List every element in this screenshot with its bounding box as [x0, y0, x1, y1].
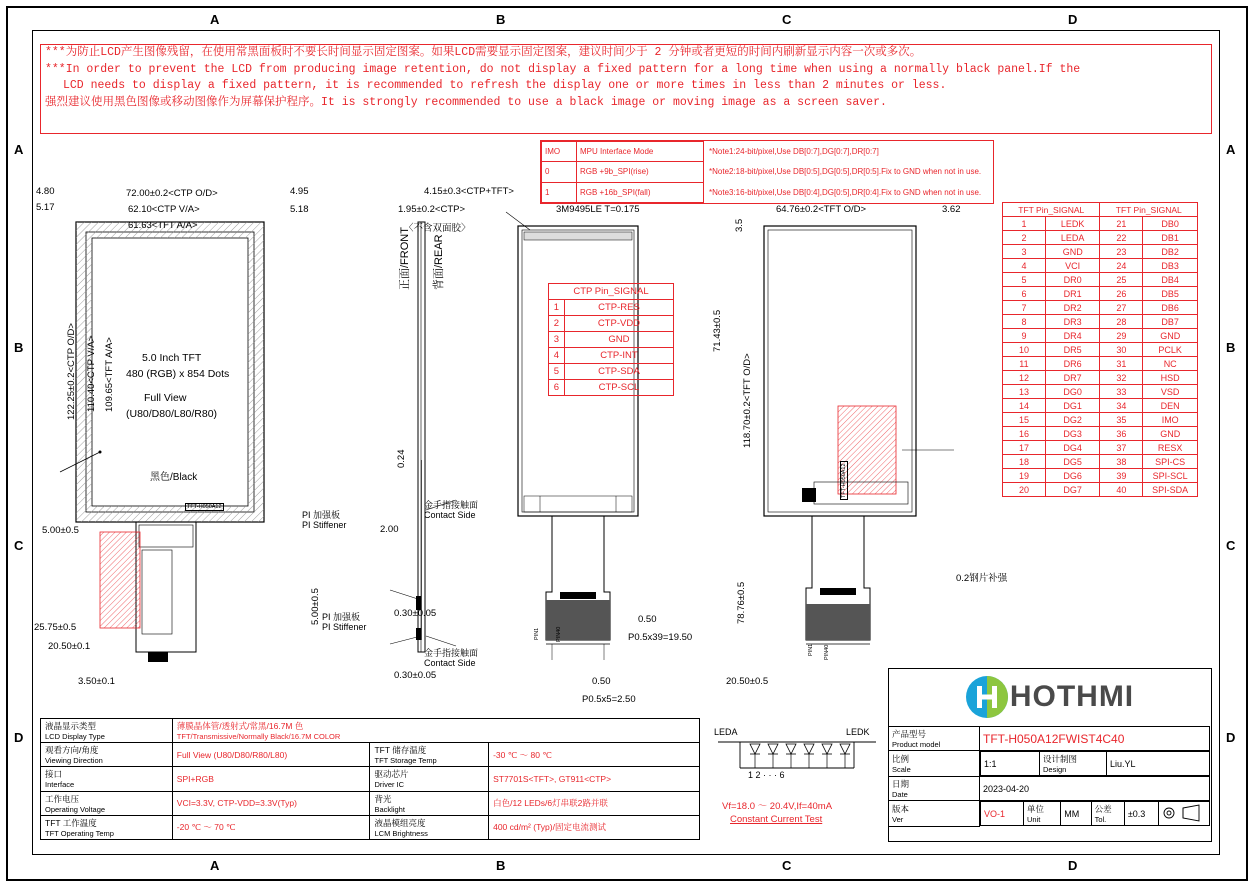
- zone-right-b: B: [1226, 340, 1236, 355]
- pi-stiffener-note-cn-1: PI 加强板: [302, 510, 341, 520]
- tft-pin-table: [1002, 202, 1198, 662]
- table-row: [1003, 371, 1198, 385]
- model-label-en: Product model: [892, 740, 941, 749]
- front-dim-2575: 25.75±0.5: [34, 622, 77, 633]
- table-row: [1003, 287, 1198, 301]
- tft-r15-rsig: GND: [1143, 427, 1198, 441]
- tft-table-header-left: TFT Pin_SIGNAL: [1003, 203, 1100, 217]
- tft-r10-lno: 11: [1003, 357, 1046, 371]
- tft-r13-rno: 34: [1100, 399, 1143, 413]
- warning-line-3: LCD needs to display a fixed pattern, it is recommended to refresh the display one or more times in less than 2 minutes or less.: [63, 79, 947, 93]
- spec-value2-1: -30 ℃ ～ 80 ℃: [493, 749, 552, 760]
- rear-tape-note: 3M9495LE T=0.175: [556, 204, 640, 215]
- back-pin1-label: PIN1: [808, 643, 814, 656]
- black-note: 黑色/Black: [150, 472, 198, 483]
- spec-value-3: VCI=3.3V, CTP-VDD=3.3V(Typ): [176, 798, 297, 809]
- tft-r8-rsig: GND: [1143, 329, 1198, 343]
- panel-resolution: 480 (RGB) x 854 Dots: [126, 368, 230, 380]
- ver-label-cn: 版本: [892, 803, 910, 814]
- unit-value: MM: [1061, 802, 1091, 826]
- spec-label2-cn-1: TFT 储存温度: [374, 745, 427, 756]
- back-dim-35: 3.5: [734, 218, 745, 232]
- contact-side-cn-2: 金手指接触面: [424, 648, 479, 658]
- zone-left-b: B: [14, 340, 24, 355]
- table-row: [1003, 301, 1198, 315]
- imo-header-mode: MPU Interface Mode: [577, 142, 704, 162]
- ctp-row-4-signal: CTP-SDA: [564, 364, 673, 380]
- back-dim-tft-od-w: 64.76±0.2<TFT O/D>: [776, 204, 867, 215]
- tft-r14-lno: 15: [1003, 413, 1046, 427]
- steel-reinforce-note: 0.2钢片补强: [956, 573, 1008, 584]
- zone-bottom-d: D: [1068, 858, 1078, 873]
- table-row: [41, 743, 700, 767]
- spec-value2-3: 白色/12 LEDs/6灯串联2路并联: [493, 798, 608, 809]
- tft-r17-lsig: DG5: [1045, 455, 1100, 469]
- spec-label-cn-1: 观看方向/角度: [45, 745, 99, 756]
- tft-r8-lno: 9: [1003, 329, 1046, 343]
- spec-label-en-4: TFT Operating Temp: [45, 828, 114, 838]
- backlight-vf: Vf=18.0 ～ 20.4V,If=40mA: [722, 801, 833, 812]
- tft-r17-rno: 38: [1100, 455, 1143, 469]
- tft-r1-rsig: DB1: [1143, 231, 1198, 245]
- tft-r19-lsig: DG7: [1045, 483, 1100, 497]
- tft-r2-lno: 3: [1003, 245, 1046, 259]
- tft-r12-lno: 13: [1003, 385, 1046, 399]
- tft-r12-lsig: DG0: [1045, 385, 1100, 399]
- ctp-row-5-no: 6: [549, 380, 565, 396]
- side-dim-total: 4.15±0.3<CTP+TFT>: [424, 186, 514, 197]
- front-dim-ctp-od: 72.00±0.2<CTP O/D>: [126, 188, 218, 199]
- tft-r18-rsig: SPI-SCL: [1143, 469, 1198, 483]
- front-part-mark: TFT-H050A12: [187, 504, 222, 510]
- tft-table-header-right: TFT Pin_SIGNAL: [1100, 203, 1198, 217]
- table-row: [889, 801, 1210, 827]
- front-dim-122: 122.25±0.2<CTP O/D>: [66, 323, 77, 420]
- table-row: [1003, 259, 1198, 273]
- date-label-cn: 日期: [892, 779, 910, 789]
- side-dim-024: 0.24: [396, 449, 407, 468]
- table-row: [1003, 343, 1198, 357]
- warning-line-2: ***In order to prevent the LCD from producing image retention, do not display a fixed pattern for a long time when using a normally black panel.If the: [45, 62, 1081, 76]
- tft-r7-rno: 28: [1100, 315, 1143, 329]
- company-name: HOTHMI: [1009, 680, 1135, 713]
- spec-value-en-0: TFT/Transmissive/Normally Black/16.7M COLOR: [176, 732, 341, 742]
- spec-value2-4: 400 cd/m² (Typ)/固定电流测试: [493, 822, 606, 833]
- spec-label-en-2: Interface: [45, 780, 75, 790]
- tft-r11-lno: 12: [1003, 371, 1046, 385]
- tft-r2-rno: 23: [1100, 245, 1143, 259]
- back-dim-11870: 118.70±0.2<TFT O/D>: [742, 353, 753, 448]
- table-row: [1003, 329, 1198, 343]
- table-row: [41, 815, 700, 839]
- ctp-row-3-signal: CTP-INT: [564, 348, 673, 364]
- tft-r19-rno: 40: [1100, 483, 1143, 497]
- zone-bottom-b: B: [496, 858, 506, 873]
- ctp-row-0-no: 1: [549, 300, 565, 316]
- label-rear: 背面/REAR: [433, 234, 445, 290]
- tft-r9-rsig: PCLK: [1143, 343, 1198, 357]
- table-row: [1003, 413, 1198, 427]
- tft-r10-rno: 31: [1100, 357, 1143, 371]
- spec-value-4: -20 ℃ ～ 70 ℃: [176, 822, 236, 833]
- table-row: [1003, 245, 1198, 259]
- image-retention-warning: [40, 44, 1212, 134]
- tft-r9-lsig: DR5: [1045, 343, 1100, 357]
- tft-r7-lsig: DR3: [1045, 315, 1100, 329]
- tft-r6-lno: 7: [1003, 301, 1046, 315]
- zone-left-c: C: [14, 538, 24, 553]
- tft-r2-lsig: GND: [1045, 245, 1100, 259]
- hothmi-mark-icon: [964, 674, 1010, 720]
- spec-label-cn-3: 工作电压: [45, 793, 80, 804]
- tft-r9-rno: 30: [1100, 343, 1143, 357]
- leda-label: LEDA: [714, 727, 738, 737]
- table-row: [1003, 357, 1198, 371]
- tft-r12-rsig: VSD: [1143, 385, 1198, 399]
- tft-r6-lsig: DR2: [1045, 301, 1100, 315]
- front-dim-ctp-va: 62.10<CTP V/A>: [128, 204, 200, 215]
- ver-label-en: Ver: [892, 814, 904, 824]
- spec-label2-cn-3: 背光: [374, 793, 392, 804]
- tft-r8-rno: 29: [1100, 329, 1143, 343]
- spec-label-en-0: LCD Display Type: [45, 732, 105, 742]
- rear-dim-050a: 0.50: [638, 614, 657, 625]
- tft-r10-lsig: DR6: [1045, 357, 1100, 371]
- ctp-row-5-signal: CTP-SCL: [564, 380, 673, 396]
- imo-row0-imo: 0: [542, 162, 577, 182]
- ctp-row-1-signal: CTP-VDD: [564, 316, 673, 332]
- zone-bottom-a: A: [210, 858, 220, 873]
- projection-symbol-icon: [1159, 804, 1209, 822]
- warning-line-4: 强烈建议使用黑色图像或移动图像作为屏幕保护程序。It is strongly recommended to use a black image or moving image as a screen saver.: [45, 96, 887, 110]
- tft-r3-rsig: DB3: [1143, 259, 1198, 273]
- backlight-test: Constant Current Test: [730, 814, 823, 825]
- back-pin40-label: PIN40: [824, 644, 830, 660]
- front-view-drawing: [40, 160, 340, 680]
- back-dim-7143: 71.43±0.5: [712, 309, 723, 352]
- zone-right-d: D: [1226, 730, 1236, 745]
- back-view-drawing: [716, 200, 986, 680]
- zone-top-a: A: [210, 12, 220, 27]
- tft-r0-lsig: LEDK: [1045, 217, 1100, 231]
- front-dim-110: 110.40<CTP V/A>: [86, 335, 97, 412]
- table-row: [1003, 385, 1198, 399]
- front-dim-518: 5.18: [290, 204, 309, 215]
- panel-view-angles: (U80/D80/L80/R80): [126, 408, 218, 420]
- ctp-row-2-signal: GND: [564, 332, 673, 348]
- spec-value-cn-0: 薄膜晶体管/透射式/常黑/16.7M 色: [176, 721, 304, 732]
- zone-top-d: D: [1068, 12, 1078, 27]
- tft-r5-rsig: DB5: [1143, 287, 1198, 301]
- rear-pin40-label: PIN40: [556, 626, 562, 642]
- tft-r1-lno: 2: [1003, 231, 1046, 245]
- table-row: [889, 727, 1210, 751]
- front-dim-500a: 5.00±0.5: [42, 525, 79, 536]
- scale-value: 1:1: [981, 752, 1040, 776]
- table-row: [1003, 441, 1198, 455]
- tft-r16-lno: 17: [1003, 441, 1046, 455]
- spec-label-cn-2: 接口: [45, 769, 63, 780]
- tft-r16-lsig: DG4: [1045, 441, 1100, 455]
- scale-label-en: Scale: [892, 765, 911, 774]
- tft-r18-lno: 19: [1003, 469, 1046, 483]
- date-label-en: Date: [892, 790, 908, 799]
- front-dim-500b: 5.00±0.5: [310, 588, 321, 625]
- tft-r0-lno: 1: [1003, 217, 1046, 231]
- ctp-row-3-no: 4: [549, 348, 565, 364]
- spec-label2-en-2: Driver IC: [374, 780, 405, 790]
- design-label-cn: 设计制图: [1043, 754, 1078, 764]
- tft-r11-rsig: HSD: [1143, 371, 1198, 385]
- imo-row0-mode: RGB +9b_SPI(rise): [577, 162, 704, 182]
- tft-r3-lsig: VCI: [1045, 259, 1100, 273]
- tft-r5-lno: 6: [1003, 287, 1046, 301]
- ctp-pin-table: [548, 283, 674, 443]
- contact-side-en-1: Contact Side: [424, 510, 476, 520]
- design-label-en: Design: [1043, 765, 1067, 774]
- backlight-pins: 1 2 · · · 6: [748, 770, 785, 780]
- tft-r16-rno: 37: [1100, 441, 1143, 455]
- spec-value-1: Full View (U80/D80/R80/L80): [176, 749, 288, 760]
- imo-interface-note: [540, 140, 994, 204]
- ledk-label: LEDK: [846, 727, 870, 737]
- table-row: [1003, 455, 1198, 469]
- zone-right-a: A: [1226, 142, 1236, 157]
- tft-r14-rno: 35: [1100, 413, 1143, 427]
- imo-note-1: *Note1:24-bit/pixel,Use DB[0:7],DG[0:7],DR[0:7]: [709, 147, 879, 157]
- back-part-mark: TFT-H050A12: [841, 463, 847, 498]
- tft-r4-rsig: DB4: [1143, 273, 1198, 287]
- zone-right-c: C: [1226, 538, 1236, 553]
- table-row: [41, 719, 700, 743]
- rear-dim-p05x39: P0.5x39=19.50: [628, 632, 693, 643]
- tft-r17-lno: 18: [1003, 455, 1046, 469]
- table-row: [1003, 427, 1198, 441]
- tft-r0-rno: 21: [1100, 217, 1143, 231]
- tft-r9-lno: 10: [1003, 343, 1046, 357]
- table-row: [41, 767, 700, 791]
- tft-r7-rsig: DB7: [1143, 315, 1198, 329]
- spec-value2-2: ST7701S<TFT>, GT911<CTP>: [493, 773, 612, 784]
- ctp-row-4-no: 5: [549, 364, 565, 380]
- imo-note-2: *Note2:18-bit/pixel,Use DB[0:5],DG[0:5],DR[0:5].Fix to GND when not in use.: [709, 167, 982, 177]
- tft-r14-rsig: IMO: [1143, 413, 1198, 427]
- tft-r7-lno: 8: [1003, 315, 1046, 329]
- spec-label2-en-3: Backlight: [374, 804, 405, 814]
- rear-pin1-label: PIN1: [534, 627, 540, 640]
- tft-r14-lsig: DG2: [1045, 413, 1100, 427]
- tft-r4-rno: 25: [1100, 273, 1143, 287]
- imo-header-imo: IMO: [542, 142, 577, 162]
- contact-side-cn-1: 金手指接触面: [424, 500, 479, 510]
- rear-dim-050b: 0.50: [592, 676, 611, 687]
- ctp-row-0-signal: CTP-RES: [564, 300, 673, 316]
- zone-top-c: C: [782, 12, 792, 27]
- date-value: 2023-04-20: [980, 777, 1210, 801]
- side-dim-200: 2.00: [380, 524, 399, 535]
- tol-label-cn: 公差: [1094, 804, 1112, 814]
- table-row: [1003, 231, 1198, 245]
- front-dim-2050: 20.50±0.1: [48, 641, 91, 652]
- tft-r13-rsig: DEN: [1143, 399, 1198, 413]
- table-row: [1003, 273, 1198, 287]
- back-dim-362: 3.62: [942, 204, 961, 215]
- table-row: [889, 777, 1210, 801]
- tft-r10-rsig: NC: [1143, 357, 1198, 371]
- tft-r16-rsig: RESX: [1143, 441, 1198, 455]
- front-dim-480: 4.80: [36, 186, 55, 197]
- front-dim-350: 3.50±0.1: [78, 676, 115, 687]
- rear-dim-p05x5: P0.5x5=2.50: [582, 694, 636, 705]
- tft-r13-lsig: DG1: [1045, 399, 1100, 413]
- front-dim-tft-aa: 61.63<TFT A/A>: [128, 220, 198, 231]
- unit-label-cn: 单位: [1026, 804, 1044, 814]
- tft-r3-lno: 4: [1003, 259, 1046, 273]
- side-dim-ctp: 1.95±0.2<CTP>: [398, 204, 466, 215]
- design-value: Liu.YL: [1107, 752, 1210, 776]
- imo-note-3: *Note3:16-bit/pixel,Use DB[0:4],DG[0:5],DR[0:4].Fix to GND when not in use.: [709, 187, 982, 197]
- spec-label-cn-4: TFT 工作温度: [45, 817, 97, 828]
- side-dim-030b: 0.30±0.05: [394, 670, 437, 681]
- contact-side-en-2: Contact Side: [424, 658, 476, 668]
- specification-table: [40, 718, 700, 840]
- back-dim-7876: 78.76±0.5: [736, 581, 747, 624]
- tft-r18-lsig: DG6: [1045, 469, 1100, 483]
- tft-r4-lno: 5: [1003, 273, 1046, 287]
- label-front: 正面/FRONT: [399, 227, 411, 290]
- tft-r5-rno: 26: [1100, 287, 1143, 301]
- model-value: TFT-H050A12FWIST4C40: [983, 731, 1125, 746]
- table-row: [889, 751, 1210, 777]
- tft-r18-rno: 39: [1100, 469, 1143, 483]
- table-row: [1003, 469, 1198, 483]
- ver-value: VO-1: [981, 802, 1024, 826]
- front-dim-109: 109.65<TFT A/A>: [104, 337, 115, 412]
- scale-label-cn: 比例: [892, 754, 910, 764]
- zone-top-b: B: [496, 12, 506, 27]
- tol-label-en: Tol.: [1094, 815, 1107, 824]
- tft-r6-rno: 27: [1100, 301, 1143, 315]
- tol-value: ±0.3: [1124, 802, 1158, 826]
- model-label-cn: 产品型号: [892, 729, 927, 739]
- ctp-row-2-no: 3: [549, 332, 565, 348]
- tft-r1-lsig: LEDA: [1045, 231, 1100, 245]
- tft-r15-lno: 16: [1003, 427, 1046, 441]
- tft-r3-rno: 24: [1100, 259, 1143, 273]
- side-dim-030a: 0.30±0.05: [394, 608, 437, 619]
- spec-label2-en-1: TFT Storage Temp: [374, 756, 437, 766]
- tft-r19-rsig: SPI-SDA: [1143, 483, 1198, 497]
- warning-line-1: ***为防止LCD产生图像残留，在使用常黑面板时不要长时间显示固定图案。如果LCD需要显示固定图案，建议时间少于 2 分钟或者更短的时间内刷新显示内容一次或多次。: [45, 46, 922, 59]
- table-row: [1003, 315, 1198, 329]
- tft-r17-rsig: SPI-CS: [1143, 455, 1198, 469]
- zone-bottom-c: C: [782, 858, 792, 873]
- imo-row1-imo: 1: [542, 182, 577, 202]
- tft-r19-lno: 20: [1003, 483, 1046, 497]
- table-row: [1003, 399, 1198, 413]
- tft-r12-rno: 33: [1100, 385, 1143, 399]
- front-dim-495: 4.95: [290, 186, 309, 197]
- title-block-table: [888, 726, 1210, 827]
- spec-label-cn-0: 液晶显示类型: [45, 721, 97, 732]
- panel-title: 5.0 Inch TFT: [142, 352, 202, 364]
- tft-r15-rno: 36: [1100, 427, 1143, 441]
- spec-label-en-1: Viewing Direction: [45, 756, 103, 766]
- tft-r1-rno: 22: [1100, 231, 1143, 245]
- back-dim-2050: 20.50±0.5: [726, 676, 769, 687]
- ctp-table-header: CTP Pin_SIGNAL: [549, 284, 674, 300]
- tft-r15-lsig: DG3: [1045, 427, 1100, 441]
- pi-stiffener-note-en-2: PI Stiffener: [322, 622, 367, 632]
- tft-r5-lsig: DR1: [1045, 287, 1100, 301]
- side-dim-note: 〈不含双面胶〉: [404, 223, 471, 234]
- spec-value-2: SPI+RGB: [176, 773, 214, 784]
- unit-label-en: Unit: [1026, 815, 1041, 824]
- spec-label2-en-4: LCM Brightness: [374, 828, 428, 838]
- spec-label2-cn-4: 液晶模组亮度: [374, 817, 426, 828]
- tft-r6-rsig: DB6: [1143, 301, 1198, 315]
- pi-stiffener-note-cn-2: PI 加强板: [322, 612, 361, 622]
- ctp-row-1-no: 2: [549, 316, 565, 332]
- tft-r0-rsig: DB0: [1143, 217, 1198, 231]
- tft-r11-lsig: DR7: [1045, 371, 1100, 385]
- tft-r11-rno: 32: [1100, 371, 1143, 385]
- front-dim-517: 5.17: [36, 202, 55, 213]
- panel-view-mode: Full View: [144, 392, 187, 404]
- spec-label2-cn-2: 驱动芯片: [374, 769, 409, 780]
- table-row: [1003, 483, 1198, 497]
- table-row: [1003, 217, 1198, 231]
- zone-left-a: A: [14, 142, 24, 157]
- pi-stiffener-note-en-1: PI Stiffener: [302, 520, 347, 530]
- tft-r4-lsig: DR0: [1045, 273, 1100, 287]
- table-row: [41, 791, 700, 815]
- spec-label-en-3: Operating Voltage: [45, 804, 106, 814]
- company-logo: [888, 668, 1210, 726]
- imo-row1-mode: RGB +16b_SPI(fall): [577, 182, 704, 202]
- zone-left-d: D: [14, 730, 24, 745]
- tft-r13-lno: 14: [1003, 399, 1046, 413]
- tft-r2-rsig: DB2: [1143, 245, 1198, 259]
- tft-r8-lsig: DR4: [1045, 329, 1100, 343]
